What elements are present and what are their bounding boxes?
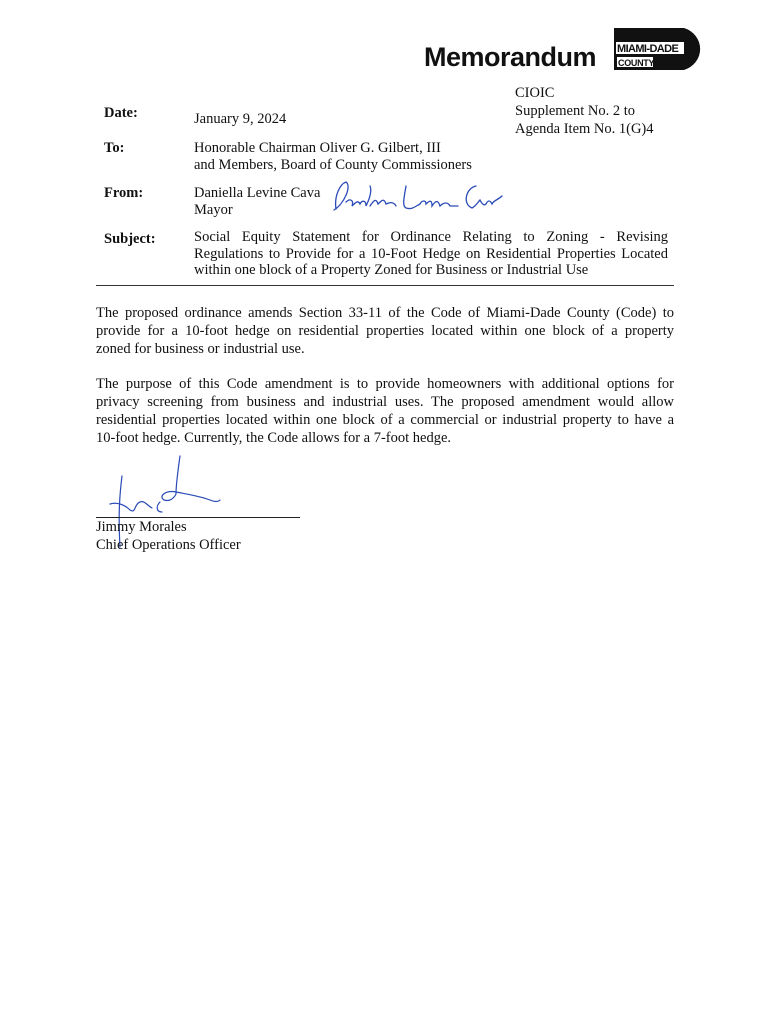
paragraph-line: privacy screening from business and industrial uses. The proposed amendment would allow xyxy=(96,394,674,410)
paragraph-line: The proposed ordinance amends Section 33-11 of the Code of Miami-Dade County (Code) to xyxy=(96,305,674,321)
mayor-signature xyxy=(326,176,510,218)
from-label: From: xyxy=(104,185,144,201)
paragraph-line: residential properties located within one block of a commercial or industrial property to have a xyxy=(96,412,674,428)
subject-line: Social Equity Statement for Ordinance Relating to Zoning - Revising xyxy=(194,229,668,245)
to-label: To: xyxy=(104,140,125,156)
from-value xyxy=(194,185,320,218)
header-divider xyxy=(96,285,674,286)
subject-label: Subject: xyxy=(104,231,156,247)
svg-text:COUNTY: COUNTY xyxy=(618,58,655,68)
subject-line: within one block of a Property Zoned for Business or Industrial Use xyxy=(194,262,589,278)
to-line: and Members, Board of County Commissioners xyxy=(194,156,472,173)
to-value xyxy=(194,140,472,173)
date-label: Date: xyxy=(104,105,138,121)
signer-block xyxy=(96,518,241,554)
ref-line: CIOIC xyxy=(515,85,555,101)
signer-title: Chief Operations Officer xyxy=(96,537,241,553)
body-paragraph-1 xyxy=(96,304,674,358)
from-line: Mayor xyxy=(194,201,233,218)
miami-dade-county-logo xyxy=(614,26,708,72)
svg-text:MIAMI-DADE: MIAMI-DADE xyxy=(617,43,679,55)
paragraph-line: zoned for business or industrial use. xyxy=(96,341,305,357)
from-line: Daniella Levine Cava xyxy=(194,185,321,201)
subject-value xyxy=(194,229,668,279)
ref-line: Agenda Item No. 1(G)4 xyxy=(515,121,654,137)
paragraph-line: 10-foot hedge. Currently, the Code allows for a 7-foot hedge. xyxy=(96,430,452,446)
memo-title: Memorandum xyxy=(424,42,597,72)
paragraph-line: provide for a 10-foot hedge on residential properties located within one block of a property xyxy=(96,323,674,339)
body-paragraph-2 xyxy=(96,375,674,447)
ref-line: Supplement No. 2 to xyxy=(515,103,636,119)
date-value: January 9, 2024 xyxy=(194,111,287,127)
signer-name: Jimmy Morales xyxy=(96,519,187,535)
subject-line: Regulations to Provide for a 10-Foot Hedge on Residential Properties Located xyxy=(194,245,668,262)
paragraph-line: The purpose of this Code amendment is to provide homeowners with additional options for xyxy=(96,376,674,392)
to-line: Honorable Chairman Oliver G. Gilbert, III xyxy=(194,140,441,156)
agenda-reference xyxy=(515,84,654,138)
